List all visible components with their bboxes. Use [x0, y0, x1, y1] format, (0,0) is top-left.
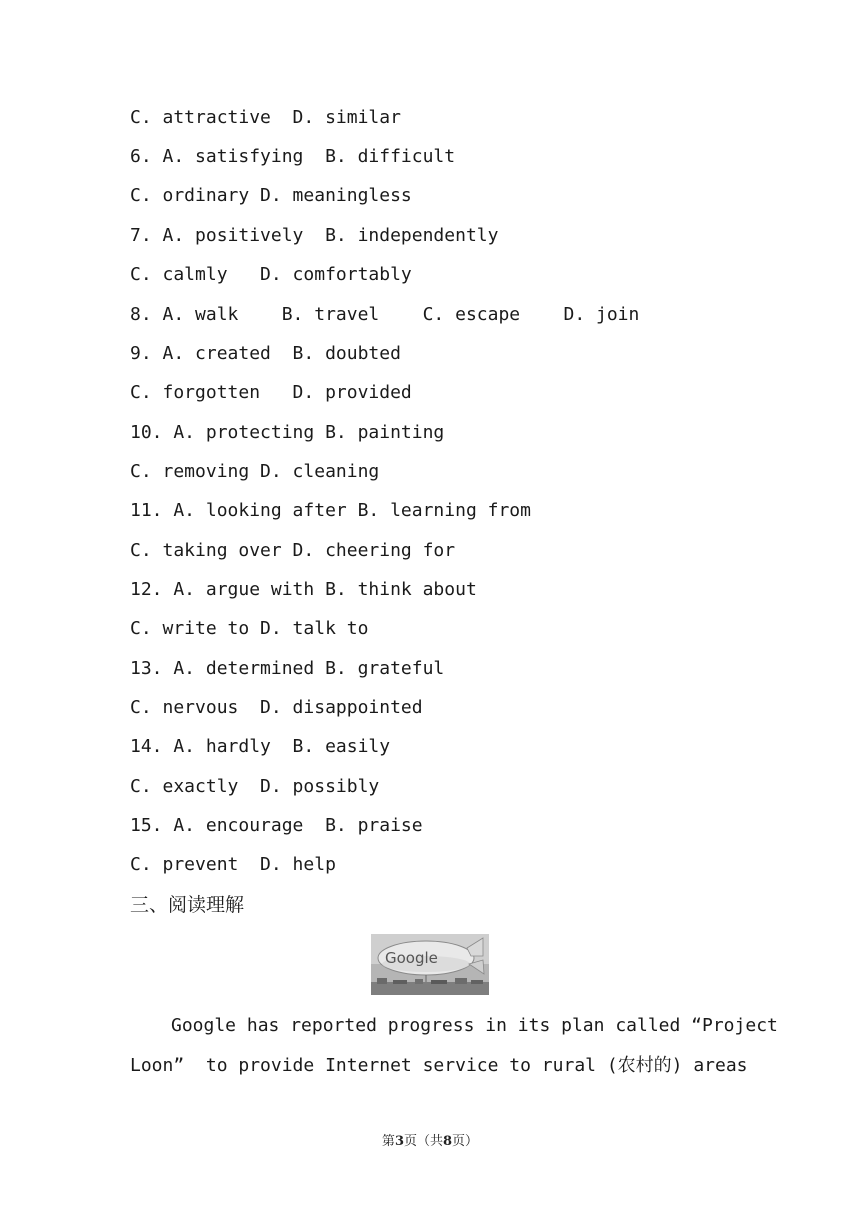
- option-line: 13. A. determined B. grateful: [130, 658, 445, 679]
- blimp-text: Google: [385, 949, 438, 967]
- footer-suffix: 页）: [452, 1134, 479, 1149]
- passage-line-1: Google has reported progress in its plan called “Project: [171, 1015, 778, 1036]
- option-line: C. exactly D. possibly: [130, 776, 380, 797]
- option-line: 10. A. protecting B. painting: [130, 422, 445, 443]
- option-line: C. forgotten D. provided: [130, 382, 412, 403]
- footer-total-pages: 8: [443, 1134, 453, 1149]
- option-line: 8. A. walk B. travel C. escape D. join: [130, 304, 640, 325]
- option-line: 14. A. hardly B. easily: [130, 736, 391, 757]
- option-line: C. prevent D. help: [130, 854, 336, 875]
- option-line: 9. A. created B. doubted: [130, 343, 401, 364]
- blimp-photo: [371, 934, 489, 995]
- option-line: C. calmly D. comfortably: [130, 264, 412, 285]
- footer-page-number: 3: [394, 1134, 404, 1149]
- option-line: C. nervous D. disappointed: [130, 697, 423, 718]
- blimp-illustration: [371, 934, 489, 995]
- option-line: 15. A. encourage B. praise: [130, 815, 423, 836]
- option-line: 6. A. satisfying B. difficult: [130, 146, 456, 167]
- option-line: C. attractive D. similar: [130, 107, 401, 128]
- option-line: 7. A. positively B. independently: [130, 225, 499, 246]
- footer-prefix: 第: [381, 1134, 395, 1149]
- passage-line-2: Loon” to provide Internet service to rural (农村的) areas: [130, 1055, 748, 1076]
- option-line: 12. A. argue with B. think about: [130, 579, 477, 600]
- option-line: C. removing D. cleaning: [130, 461, 380, 482]
- footer-middle: 页（共: [403, 1134, 443, 1149]
- section-heading: 三、阅读理解: [130, 894, 245, 916]
- option-line: C. ordinary D. meaningless: [130, 185, 412, 206]
- page-footer: [0, 1130, 860, 1149]
- option-line: C. taking over D. cheering for: [130, 540, 456, 561]
- option-line: C. write to D. talk to: [130, 618, 369, 639]
- option-line: 11. A. looking after B. learning from: [130, 500, 531, 521]
